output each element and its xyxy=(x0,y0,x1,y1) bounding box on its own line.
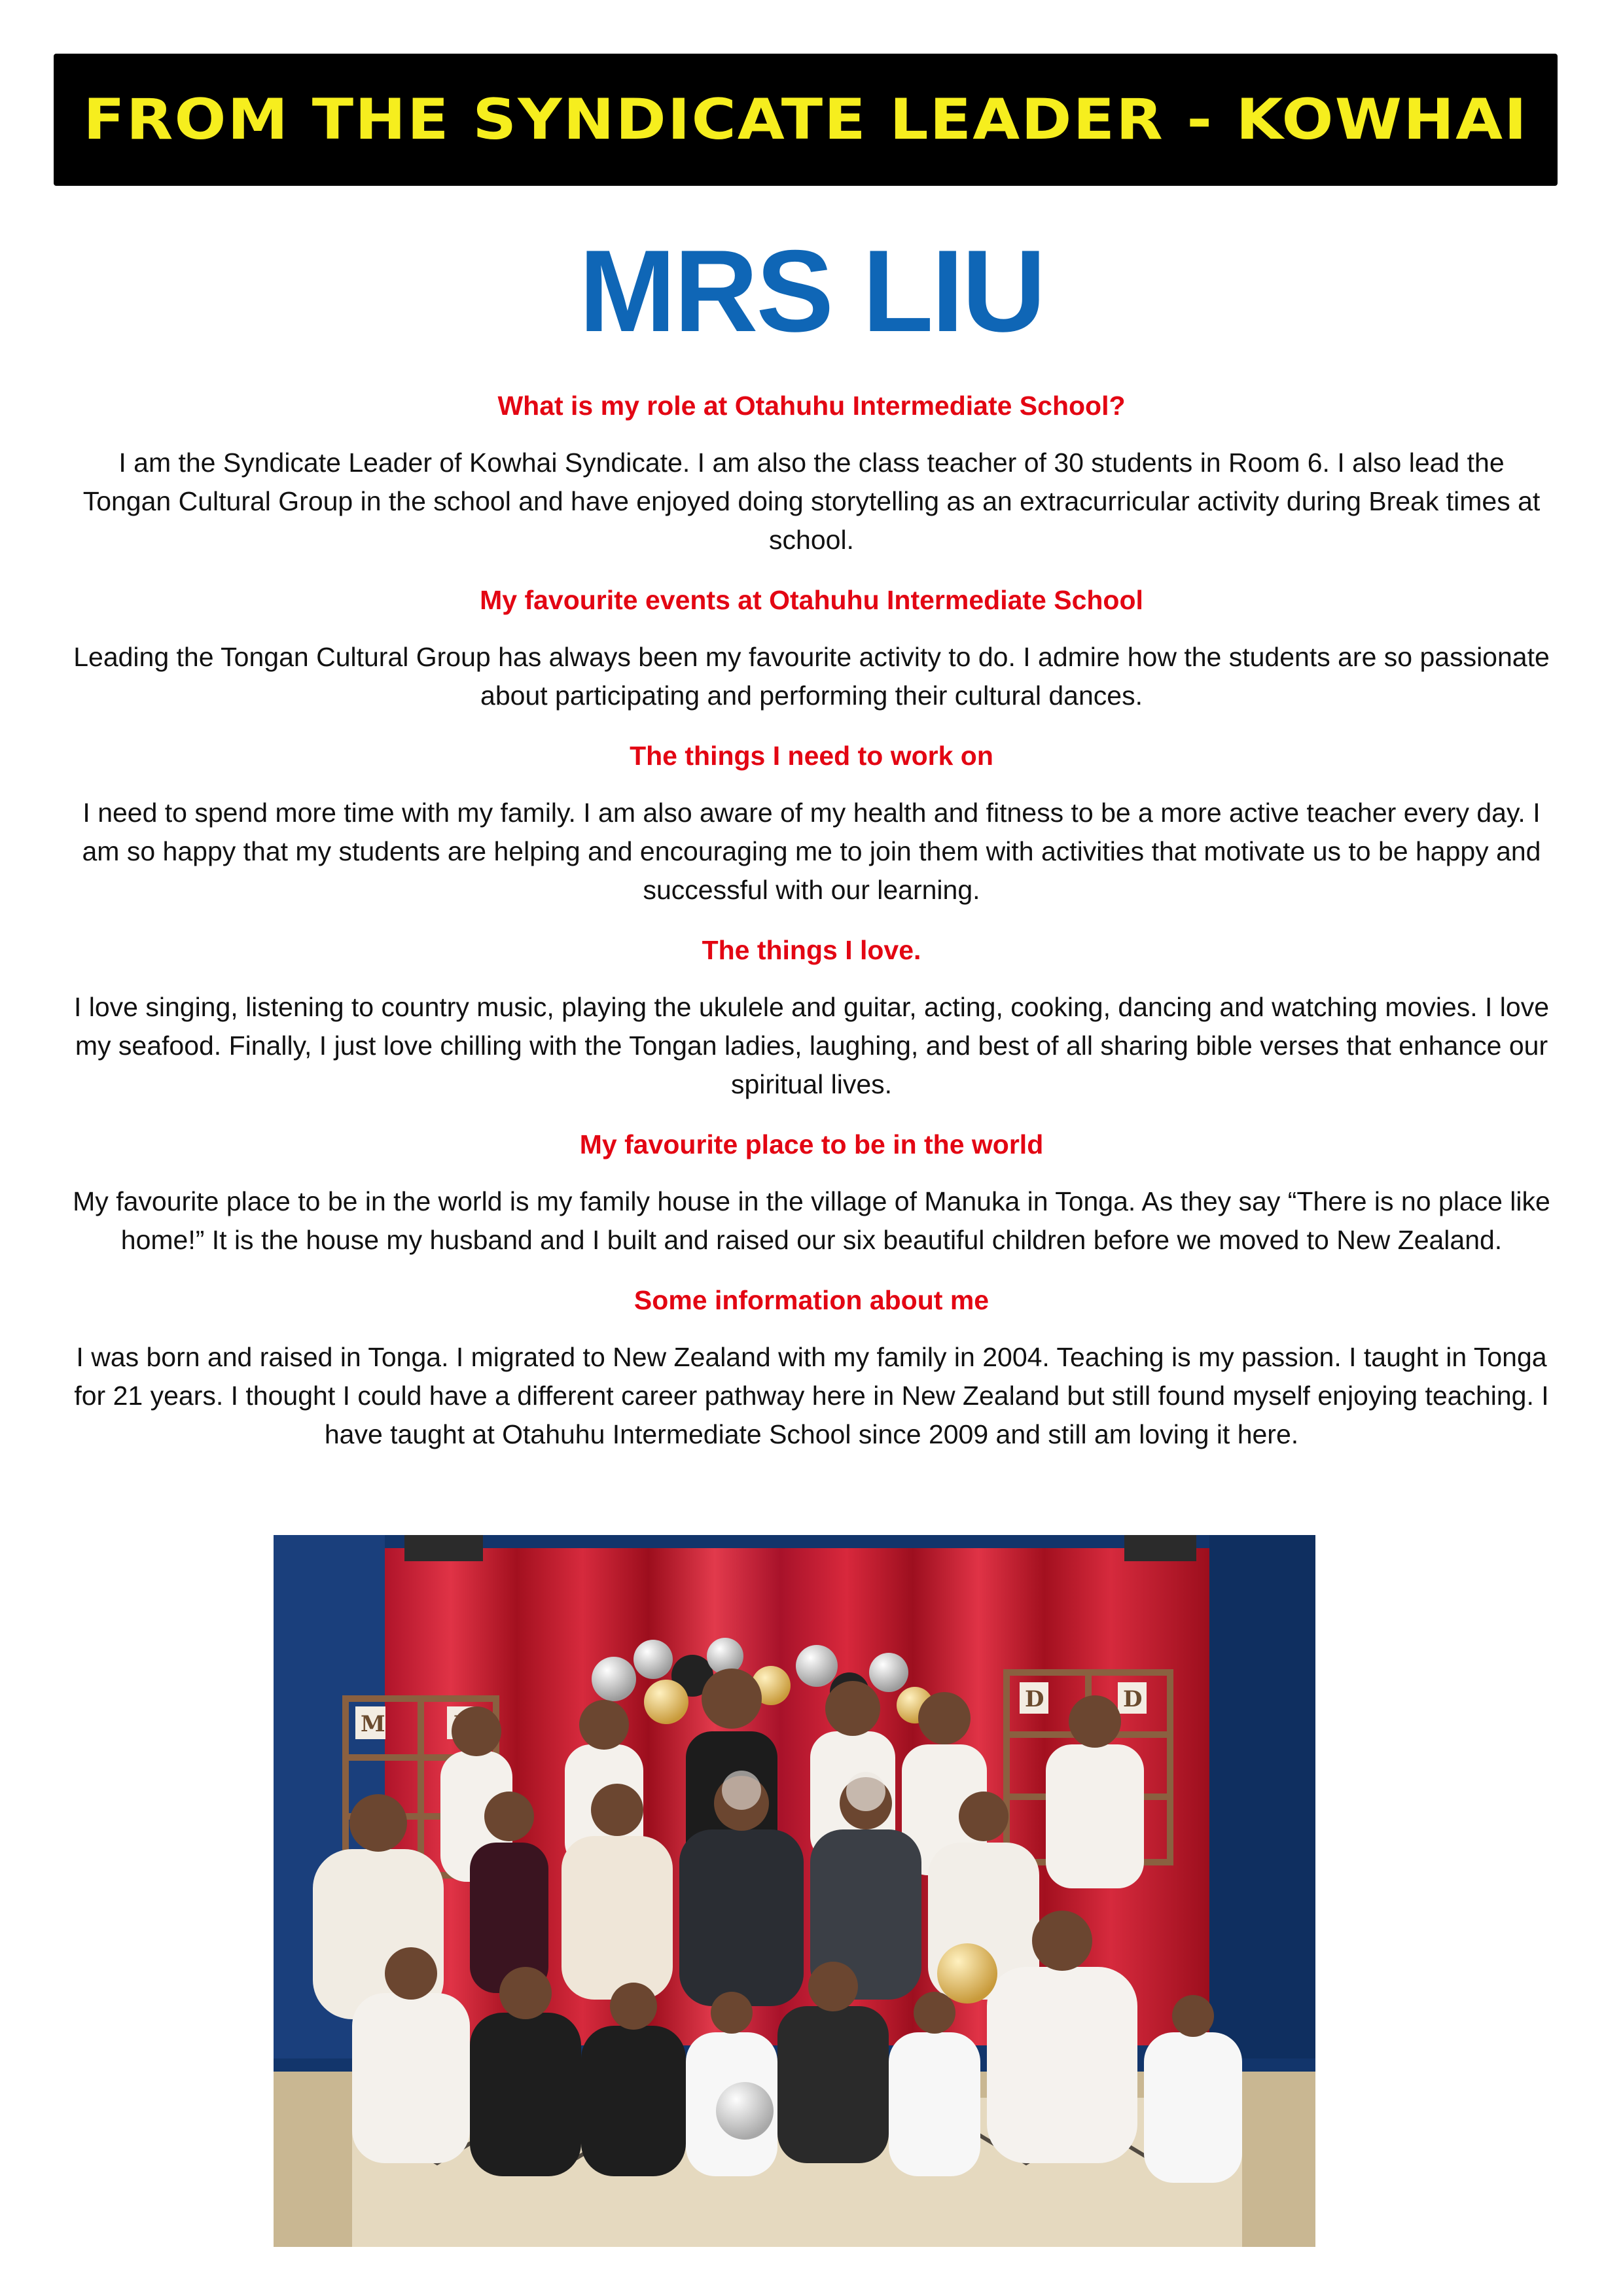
article-body xyxy=(72,386,1551,1475)
section-heading-love: The things I love. xyxy=(702,935,921,965)
family-photo xyxy=(274,1535,1315,2247)
section-text-love: I love singing, listening to country music, playing the ukulele and guitar, acting, cooking, dancing and watching movies. I love my seafood. Finally, I just love chilling with the Tongan ladies, laughing, and best of all sharing bible verses that enhance our spiritual lives. xyxy=(73,992,1550,1099)
section-heading-events: My favourite events at Otahuhu Intermediate School xyxy=(480,585,1143,615)
section-heading-about: Some information about me xyxy=(633,1285,990,1315)
section-text-place: My favourite place to be in the world is my family house in the village of Manuka in Tonga. As they say “There is no place like home!” It is the house my husband and I built and raised our six beautiful children before we moved to New Zealand. xyxy=(73,1186,1550,1255)
family-photo-illustration xyxy=(274,1535,1315,2247)
section-text-role: I am the Syndicate Leader of Kowhai Syndicate. I am also the class teacher of 30 students in Room 6. I also lead the Tongan Cultural Group in the school and have enjoyed doing storytelling as an extracurricular activity during Break times at school. xyxy=(82,448,1541,555)
section-text-events: Leading the Tongan Cultural Group has always been my favourite activity to do. I admire how the students are so passionate about participating and performing their cultural dances. xyxy=(73,642,1550,711)
shelf-letter-m1: M xyxy=(361,1711,385,1737)
shelf-letter-d2: D xyxy=(1123,1686,1143,1712)
section-heading-place: My favourite place to be in the world xyxy=(579,1129,1044,1159)
shelf-letter-d1: D xyxy=(1025,1686,1044,1712)
page-title: MRS LIU xyxy=(579,226,1044,356)
section-heading-work-on: The things I need to work on xyxy=(630,741,993,771)
section-text-about: I was born and raised in Tonga. I migrated to New Zealand with my family in 2004. Teaching is my passion. I taught in Tonga for 21 years. I thought I could have a different career pathway here in New Zealand but still found myself enjoying teaching. I have taught at Otahuhu Intermediate School since 2009 and still am loving it here. xyxy=(74,1342,1549,1449)
section-heading-role: What is my role at Otahuhu Intermediate School? xyxy=(497,391,1126,421)
section-text-work-on: I need to spend more time with my family. I am also aware of my health and fitness to be a more active teacher every day. I am so happy that my students are helping and encouraging me to join them with activities that motivate us to be happy and successful with our learning. xyxy=(82,798,1541,905)
banner-title: FROM THE SYNDICATE LEADER - KOWHAI xyxy=(83,87,1528,152)
header-banner xyxy=(54,54,1558,186)
